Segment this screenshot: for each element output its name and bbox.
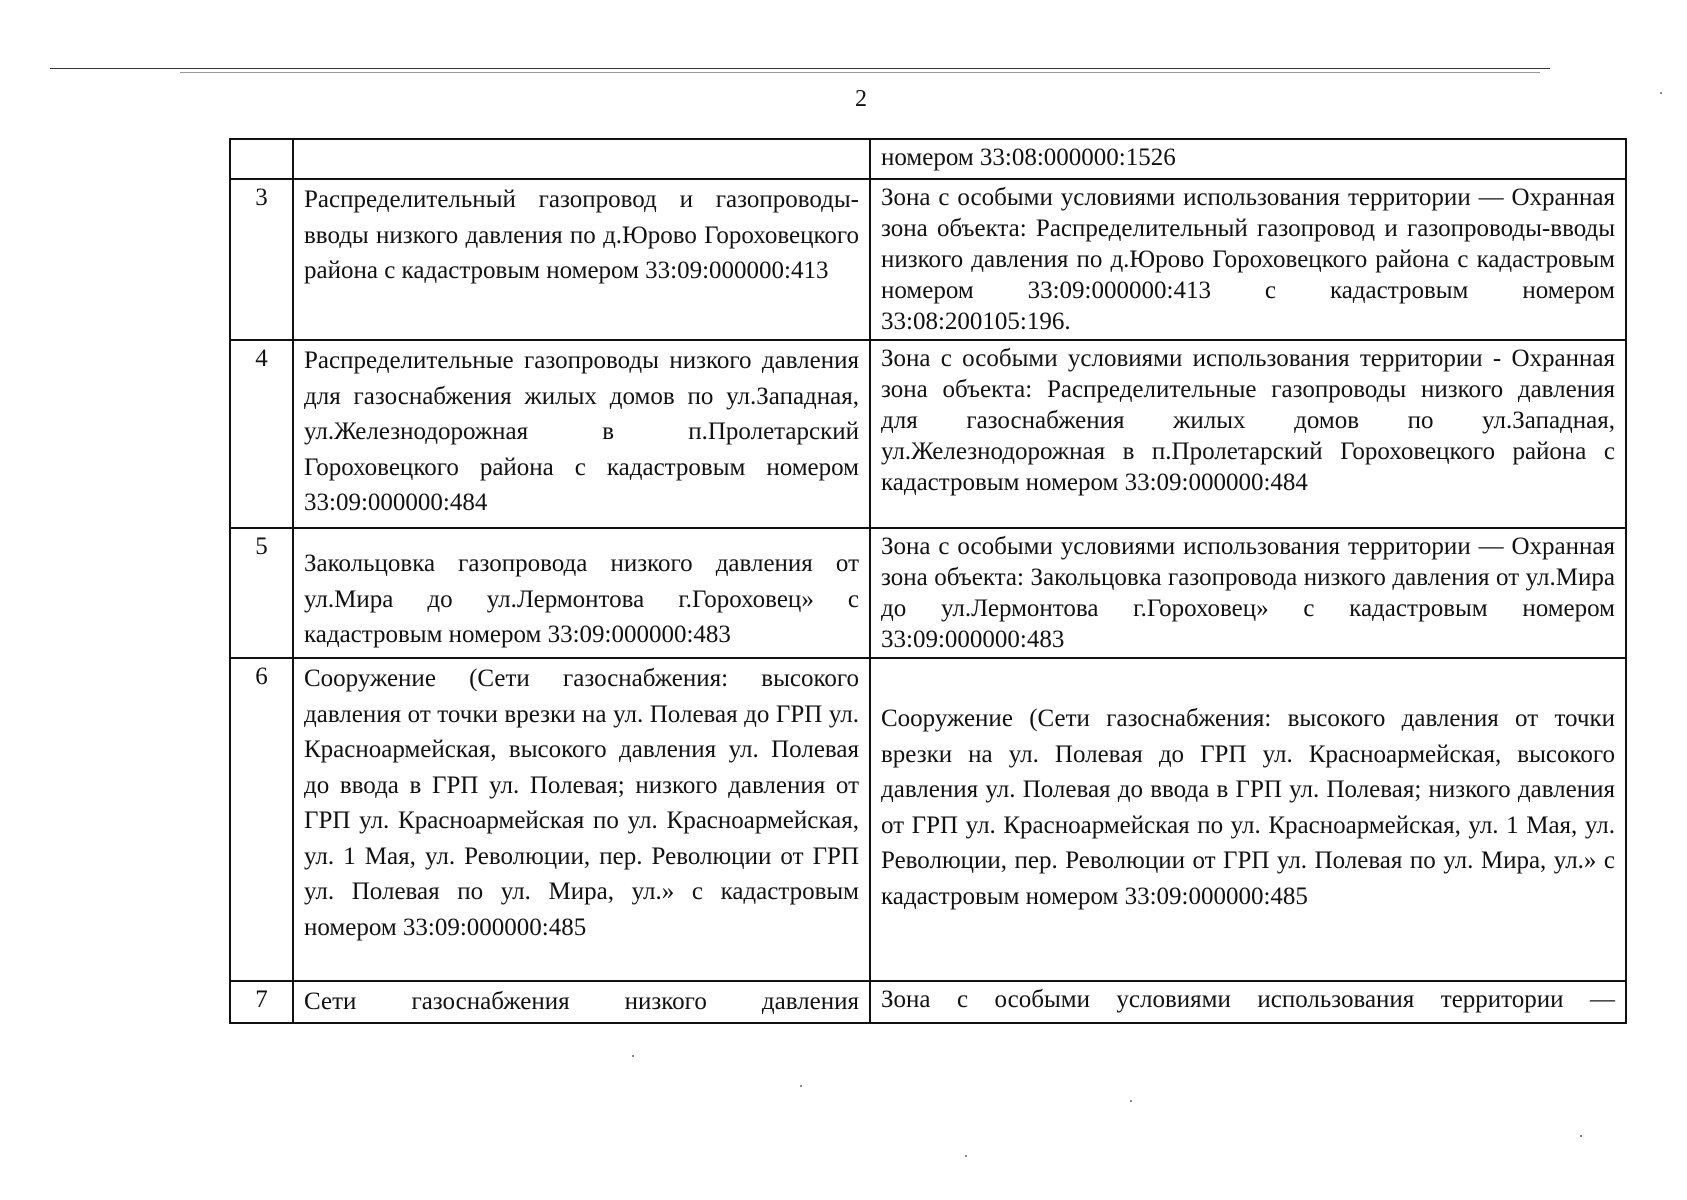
scan-speck bbox=[1660, 92, 1662, 94]
object-cell: Сети газоснабжения низкого давления bbox=[293, 981, 870, 1023]
object-cell: Сооружение (Сети газоснабжения: высокого давления от точки врезки на ул. Полевая до ГРП ул. Красноармейская, высокого давления ул. Полевая до ввода в ГРП ул. Полевая; низкого давления от ГРП ул. Красноармейская по ул. Красноармейская, ул. 1 Мая, ул. Революции, пер. Революции от ГРП ул. Полевая по ул. Мира, ул.» с кадастровым номером 33:09:000000:485 bbox=[293, 658, 870, 981]
row-number: 6 bbox=[230, 658, 293, 981]
object-cell: Закольцовка газопровода низкого давления от ул.Мира до ул.Лермонтова г.Гороховец» с кадастровым номером 33:09:000000:483 bbox=[293, 528, 870, 658]
table-row bbox=[230, 179, 1626, 340]
zone-cell: Зона с особыми условиями использования территории - Охранная зона объекта: Распределительные газопроводы низкого давления для газоснабжения жилых домов по ул.Западная, ул.Железнодорожная в п.Пролетарский Гороховецкого района с кадастровым номером 33:09:000000:484 bbox=[870, 340, 1626, 528]
page-number: 2 bbox=[855, 86, 867, 112]
zone-cell: Зона с особыми условиями использования территории — Охранная зона объекта: Распределительный газопровод и газопроводы-вводы низкого давления по д.Юрово Гороховецкого района с кадастровым номером 33:09:000000:413 с кадастровым номером 33:08:200105:196. bbox=[870, 179, 1626, 340]
top-rule-secondary bbox=[180, 72, 1540, 73]
row-number: 4 bbox=[230, 340, 293, 528]
row-number: 3 bbox=[230, 179, 293, 340]
table-row bbox=[230, 658, 1626, 981]
table-row bbox=[230, 981, 1626, 1023]
table-row bbox=[230, 528, 1626, 658]
scan-speck bbox=[800, 1085, 802, 1087]
row-number: 7 bbox=[230, 981, 293, 1023]
table-row bbox=[230, 139, 1626, 179]
zone-cell: Зона с особыми условиями использования территории — Охранная зона объекта: Закольцовка газопровода низкого давления от ул.Мира до ул.Лермонтова г.Гороховец» с кадастровым номером 33:09:000000:483 bbox=[870, 528, 1626, 658]
row-number bbox=[230, 139, 293, 179]
scan-speck bbox=[1580, 1135, 1582, 1137]
object-cell: Распределительные газопроводы низкого давления для газоснабжения жилых домов по ул.Западная, ул.Железнодорожная в п.Пролетарский Гороховецкого района с кадастровым номером 33:09:000000:484 bbox=[293, 340, 870, 528]
table-row bbox=[230, 340, 1626, 528]
zone-cell: Сооружение (Сети газоснабжения: высокого давления от точки врезки на ул. Полевая до ГРП ул. Красноармейская, высокого давления ул. Полевая до ввода в ГРП ул. Полевая; низкого давления от ГРП ул. Красноармейская по ул. Красноармейская, ул. 1 Мая, ул. Революции, пер. Революции от ГРП ул. Полевая по ул. Мира, ул.» с кадастровым номером 33:09:000000:485 bbox=[870, 658, 1626, 981]
zone-cell: Зона с особыми условиями использования территории — bbox=[870, 981, 1626, 1023]
scan-speck bbox=[632, 1055, 634, 1057]
row-number: 5 bbox=[230, 528, 293, 658]
object-cell: Распределительный газопровод и газопроводы-вводы низкого давления по д.Юрово Гороховецкого района с кадастровым номером 33:09:000000:413 bbox=[293, 179, 870, 340]
top-rule bbox=[50, 68, 1550, 69]
scan-speck bbox=[1130, 1100, 1132, 1102]
zones-table bbox=[229, 138, 1627, 1024]
zone-cell: номером 33:08:000000:1526 bbox=[870, 139, 1626, 179]
scan-speck bbox=[965, 1155, 967, 1157]
object-cell bbox=[293, 139, 870, 179]
